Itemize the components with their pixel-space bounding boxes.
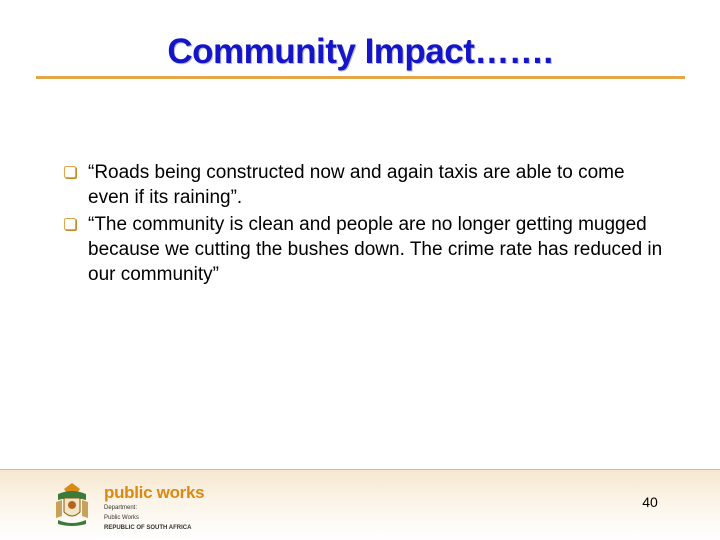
bullet-item: [64, 212, 664, 287]
checkbox-bullet-icon: [64, 218, 76, 230]
logo-department: Department:: [104, 505, 138, 511]
bullet-list: [64, 160, 664, 289]
title-underline: [36, 76, 685, 79]
checkbox-bullet-icon: [64, 166, 76, 178]
bullet-text: “Roads being constructed now and again taxis are able to come even if its raining”.: [88, 162, 625, 208]
public-works-logo: [104, 484, 204, 532]
logo-country: REPUBLIC OF SOUTH AFRICA: [104, 525, 192, 531]
bullet-item: [64, 160, 664, 210]
bullet-text: “The community is clean and people are no longer getting mugged because we cutting the bushes down. The crime rate has reduced in our community”: [88, 214, 663, 285]
slide-title: Community Impact…….: [167, 32, 553, 71]
logo-department-name: Public Works: [104, 515, 139, 521]
page-number: 40: [642, 494, 658, 510]
logo-name: public works: [104, 483, 205, 502]
coat-of-arms-icon: [50, 480, 94, 528]
